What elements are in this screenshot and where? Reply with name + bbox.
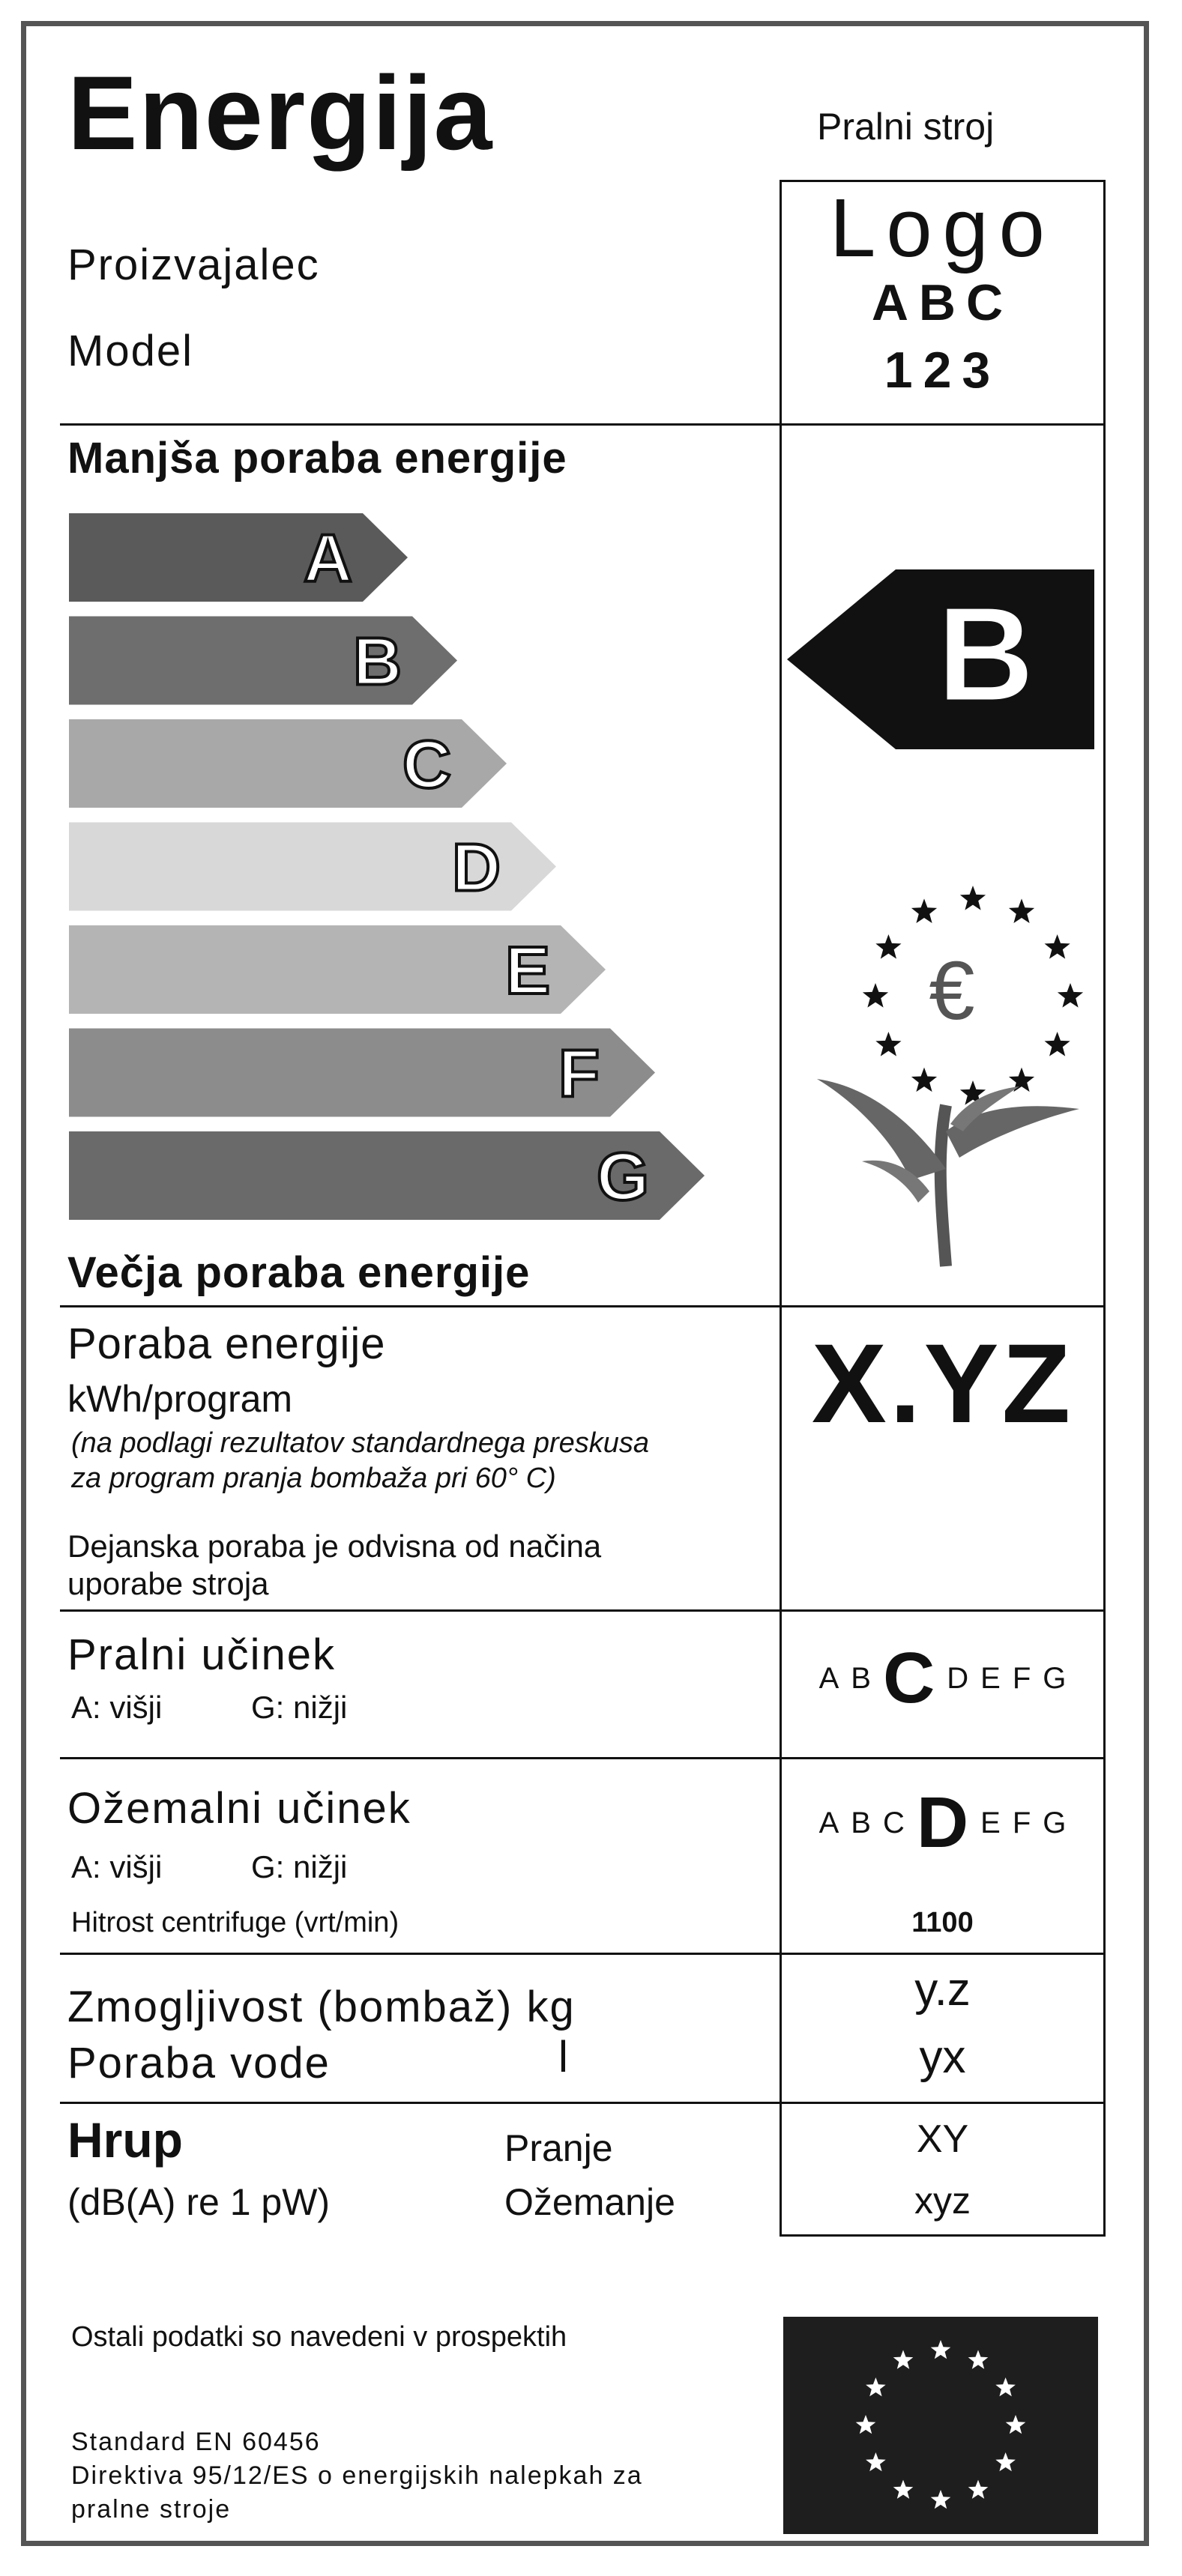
class-letter-f: F — [1012, 1661, 1031, 1695]
footer-directive-2: pralne stroje — [71, 2495, 232, 2524]
class-letter-c: C — [882, 1806, 905, 1839]
spin-class-row — [783, 1782, 1102, 1864]
star-icon — [911, 1068, 937, 1092]
scale-bottom-label: Večja poraba energije — [67, 1248, 531, 1297]
energy-class-bar-a — [69, 513, 408, 602]
rating-letter: B — [937, 579, 1034, 730]
class-letter-b: B — [851, 1661, 871, 1695]
footer-info: Ostali podatki so navedeni v prospektih — [71, 2321, 567, 2353]
wash-scale-a: A: višji — [71, 1690, 163, 1725]
spin-scale-a: A: višji — [71, 1849, 163, 1884]
noise-spin-label: Ožemanje — [504, 2181, 675, 2223]
consumption-note-2: za program pranja bombaža pri 60° C) — [71, 1463, 556, 1494]
energy-class-bar-g — [69, 1131, 705, 1220]
water-value: yx — [919, 2031, 966, 2083]
star-icon — [960, 886, 986, 910]
star-icon — [1058, 983, 1083, 1008]
noise-label: Hrup — [67, 2112, 183, 2168]
class-letter-e: E — [980, 1806, 1001, 1839]
model-label: Model — [67, 327, 193, 375]
noise-wash-label: Pranje — [504, 2127, 613, 2169]
star-icon — [875, 934, 901, 959]
spin-label: Ožemalni učinek — [67, 1784, 411, 1833]
logo-word: Logo — [830, 182, 1055, 274]
class-letter-g: G — [1043, 1806, 1067, 1839]
consumption-unit: kWh/program — [67, 1378, 293, 1420]
class-letter-d: D — [947, 1661, 969, 1695]
water-unit: l — [558, 2033, 570, 2081]
footer-directive-1: Direktiva 95/12/ES o energijskih nalepkah za — [71, 2461, 643, 2490]
spin-scale-g: G: nižji — [251, 1849, 348, 1884]
energy-class-letter: C — [402, 728, 451, 802]
energy-class-bar-e — [69, 925, 606, 1014]
energy-class-bar-c — [69, 719, 507, 808]
noise-unit: (dB(A) re 1 pW) — [67, 2181, 331, 2223]
svg-text:€: € — [929, 945, 975, 1037]
capacity-value: y.z — [914, 1964, 971, 2016]
consumption-actual-2: uporabe stroja — [67, 1566, 269, 1601]
scale-top-label: Manjša poraba energije — [67, 434, 567, 483]
appliance-type: Pralni stroj — [817, 106, 995, 148]
manufacturer-label: Proizvajalec — [67, 241, 320, 289]
logo-line1: ABC — [871, 274, 1014, 331]
energy-class-bar-f — [69, 1029, 655, 1117]
energy-class-bar-b — [69, 617, 457, 705]
class-letter-b: B — [851, 1806, 871, 1839]
star-icon — [863, 983, 888, 1008]
energy-class-letter: B — [353, 624, 402, 700]
energy-class-letter: A — [304, 521, 352, 596]
energy-class-letter: D — [452, 830, 501, 906]
class-letter-d: D — [916, 1783, 969, 1863]
wash-label: Pralni učinek — [67, 1630, 337, 1679]
energy-class-letter: F — [558, 1036, 600, 1112]
class-letter-a: A — [818, 1661, 839, 1695]
consumption-actual-1: Dejanska poraba je odvisna od načina — [67, 1529, 602, 1564]
rating-arrow — [787, 569, 1094, 749]
class-letter-a: A — [818, 1806, 839, 1839]
footer-standard: Standard EN 60456 — [71, 2428, 321, 2456]
logo-line2: 123 — [884, 342, 1001, 399]
wash-class-row — [783, 1637, 1102, 1720]
capacity-label: Zmogljivost (bombaž) kg — [67, 1983, 576, 2031]
eu-flower-icon — [817, 886, 1083, 1266]
star-icon — [911, 898, 937, 923]
star-icon — [1045, 1032, 1070, 1056]
noise-wash-value: XY — [916, 2117, 969, 2161]
eu-flag-icon — [783, 2317, 1098, 2534]
star-icon — [875, 1032, 901, 1056]
class-letter-f: F — [1012, 1806, 1031, 1839]
consumption-label: Poraba energije — [67, 1319, 386, 1368]
class-letter-c: C — [882, 1638, 935, 1718]
energy-class-bar-d — [69, 823, 556, 911]
energy-class-letter: G — [596, 1140, 649, 1215]
spin-speed-value: 1100 — [911, 1907, 974, 1938]
star-icon — [1045, 934, 1070, 959]
consumption-note-1: (na podlagi rezultatov standardnega preskusa — [71, 1427, 650, 1459]
water-label: Poraba vode — [67, 2039, 331, 2087]
spin-speed-label: Hitrost centrifuge (vrt/min) — [71, 1907, 399, 1938]
star-icon — [1009, 898, 1034, 923]
noise-spin-value: xyz — [914, 2180, 971, 2222]
label-title: Energija — [67, 54, 494, 172]
energy-class-letter: E — [504, 934, 550, 1009]
class-letter-e: E — [980, 1661, 1001, 1695]
class-letter-g: G — [1043, 1661, 1067, 1695]
wash-scale-g: G: nižji — [251, 1690, 348, 1725]
consumption-value: X.YZ — [811, 1320, 1074, 1446]
